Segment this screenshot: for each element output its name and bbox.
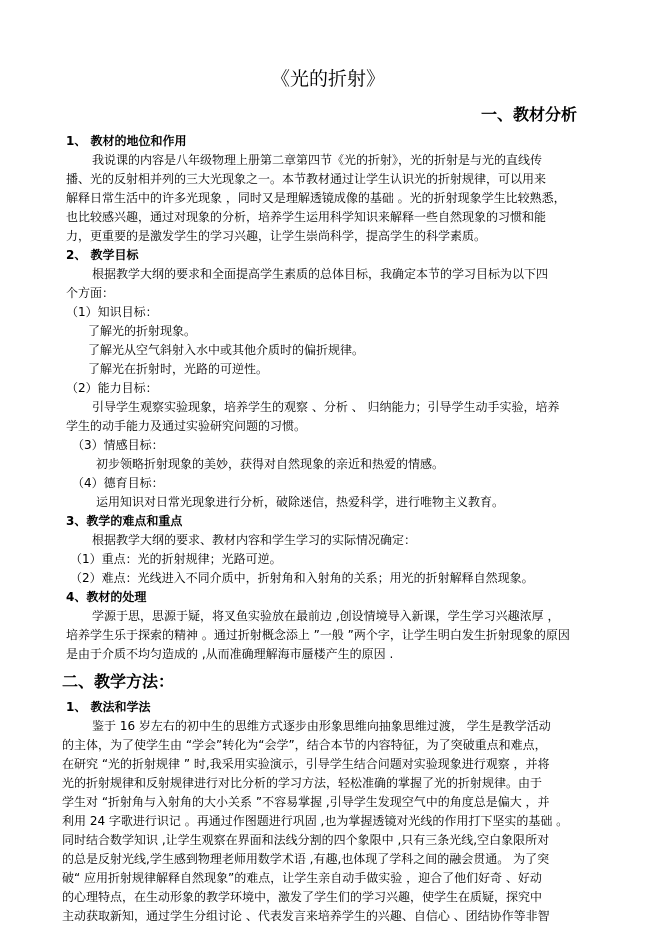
goal-label-emotion: （3）情感目标： bbox=[72, 438, 164, 452]
goal-line: 学生的动手能力及通过实验研究问题的习惯。 bbox=[66, 419, 307, 433]
goal-line: 了解光从空气斜射入水中或其他介质时的偏折规律。 bbox=[88, 343, 365, 357]
goal-label-knowledge: （1）知识目标： bbox=[66, 305, 158, 319]
subheading-status-and-role: 1、 教材的地位和作用 bbox=[66, 134, 187, 148]
subheading-key-and-difficult-points: 3、教学的难点和重点 bbox=[66, 514, 183, 528]
document-title: 《光的折射》 bbox=[271, 68, 386, 90]
subheading-teaching-goals: 2、 教学目标 bbox=[66, 248, 139, 262]
paragraph-line: 培养学生乐于探索的精神 。通过折射概念添上 ”一般 ”两个字，让学生明白发生折射现象的原因 bbox=[66, 628, 570, 642]
paragraph-line: 主动获取新知，通过学生分组讨论 、代表发言来培养学生的兴趣、自信心 、团结协作等非智 bbox=[62, 909, 550, 923]
paragraph-line: 的心理特点，在生动形象的教学环境中，激发了学生们的学习兴趣，使学生在质疑，探究中 bbox=[62, 890, 543, 904]
paragraph-line: 播、光的反射相并列的三大光现象之一。本节教材通过让学生认识光的折射规律，可以用来 bbox=[66, 172, 547, 186]
paragraph-line: 鉴于 16 岁左右的初中生的思维方式逐步由形象思维向抽象思维过渡， 学生是教学活动 bbox=[92, 719, 551, 733]
paragraph-line: 根据教学大纲的要求、教材内容和学生学习的实际情况确定： bbox=[92, 533, 417, 547]
goal-line: 引导学生观察实验现象，培养学生的观察 、分析 、 归纳能力；引导学生动手实验，培养 bbox=[92, 400, 560, 414]
paragraph-line: 学生对 “折射角与入射角的大小关系 ”不容易掌握 ,引导学生发现空气中的角度总是偏大 ，并 bbox=[62, 795, 550, 809]
paragraph-line: 在研究 “光的折射规律 ” 时,我采用实验演示，引导学生结合问题对实验现象进行观察 ，并将 bbox=[62, 757, 550, 771]
goal-label-moral: （4）德育目标： bbox=[72, 476, 164, 490]
paragraph-line: 光的折射规律和反射规律进行对比分析的学习方法，轻松准确的掌握了光的折射规律。由于 bbox=[62, 776, 543, 790]
paragraph-line: 是由于介质不均匀造成的 ,从而准确理解海市蜃楼产生的原因 . bbox=[66, 647, 394, 661]
section-heading-material-analysis: 一、教材分析 bbox=[481, 105, 578, 124]
paragraph-line: 我说课的内容是八年级物理上册第二章第四节《光的折射》，光的折射是与光的直线传 bbox=[92, 153, 543, 167]
paragraph-line: 的总是反射光线,学生感到物理老师用数学术语 ,有趣,也体现了学科之间的融会贯通。 为了突 bbox=[62, 852, 550, 866]
goal-line: 初步领略折射现象的美妙，获得对自然现象的亲近和热爱的情感。 bbox=[96, 457, 445, 471]
paragraph-line: 的主体，为了使学生由 “学会”转化为“会学”，结合本节的内容特征，为了突破重点和难点， bbox=[62, 738, 547, 752]
section-heading-teaching-methods: 二、教学方法： bbox=[62, 672, 175, 691]
paragraph-line: （1）重点：光的折射规律；光路可逆。 bbox=[70, 552, 282, 566]
goal-line: 了解光的折射现象。 bbox=[88, 324, 197, 338]
goal-line: 运用知识对日常光现象进行分析，破除迷信，热爱科学，进行唯物主义教育。 bbox=[96, 495, 505, 509]
paragraph-line: 力，更重要的是激发学生的学习兴趣，让学生崇尚科学，提高学生的科学素质。 bbox=[66, 229, 487, 243]
paragraph-line: （2）难点：光线进入不同介质中，折射角和入射角的关系；用光的折射解释自然现象。 bbox=[70, 571, 534, 585]
paragraph-line: 也比较感兴趣，通过对现象的分析，培养学生运用科学知识来解释一些自然现象的习惯和能 bbox=[66, 210, 547, 224]
paragraph-line: 利用 24 字歌进行识记 。再通过作图题进行巩固 ,也为掌握透镜对光线的作用打下坚实的基础 。 bbox=[62, 814, 569, 828]
paragraph-line: 同时结合数学知识 ,让学生观察在界面和法线分割的四个象限中 ,只有三条光线,空白象限所对 bbox=[62, 833, 550, 847]
subheading-methods-and-learning: 1、 教法和学法 bbox=[66, 700, 151, 714]
goal-line: 了解光在折射时，光路的可逆性。 bbox=[88, 362, 269, 376]
goal-label-ability: （2）能力目标： bbox=[66, 381, 158, 395]
paragraph-line: 解释日常生活中的许多光现象 ，同时又是理解透镜成像的基础 。光的折射现象学生比较熟悉， bbox=[66, 191, 566, 205]
paragraph-line: 个方面： bbox=[66, 286, 115, 300]
paragraph-line: 破“ 应用折射规律解释自然现象”的难点，让学生亲自动手做实验 ，迎合了他们好奇 、好动 bbox=[62, 871, 542, 885]
subheading-material-handling: 4、教材的处理 bbox=[66, 590, 147, 604]
paragraph-line: 学源于思，思源于疑，将叉鱼实验放在最前边 ,创设情境导入新课，学生学习兴趣浓厚 ， bbox=[92, 609, 560, 623]
paragraph-line: 根据教学大纲的要求和全面提高学生素质的总体目标，我确定本节的学习目标为以下四 bbox=[92, 267, 549, 281]
